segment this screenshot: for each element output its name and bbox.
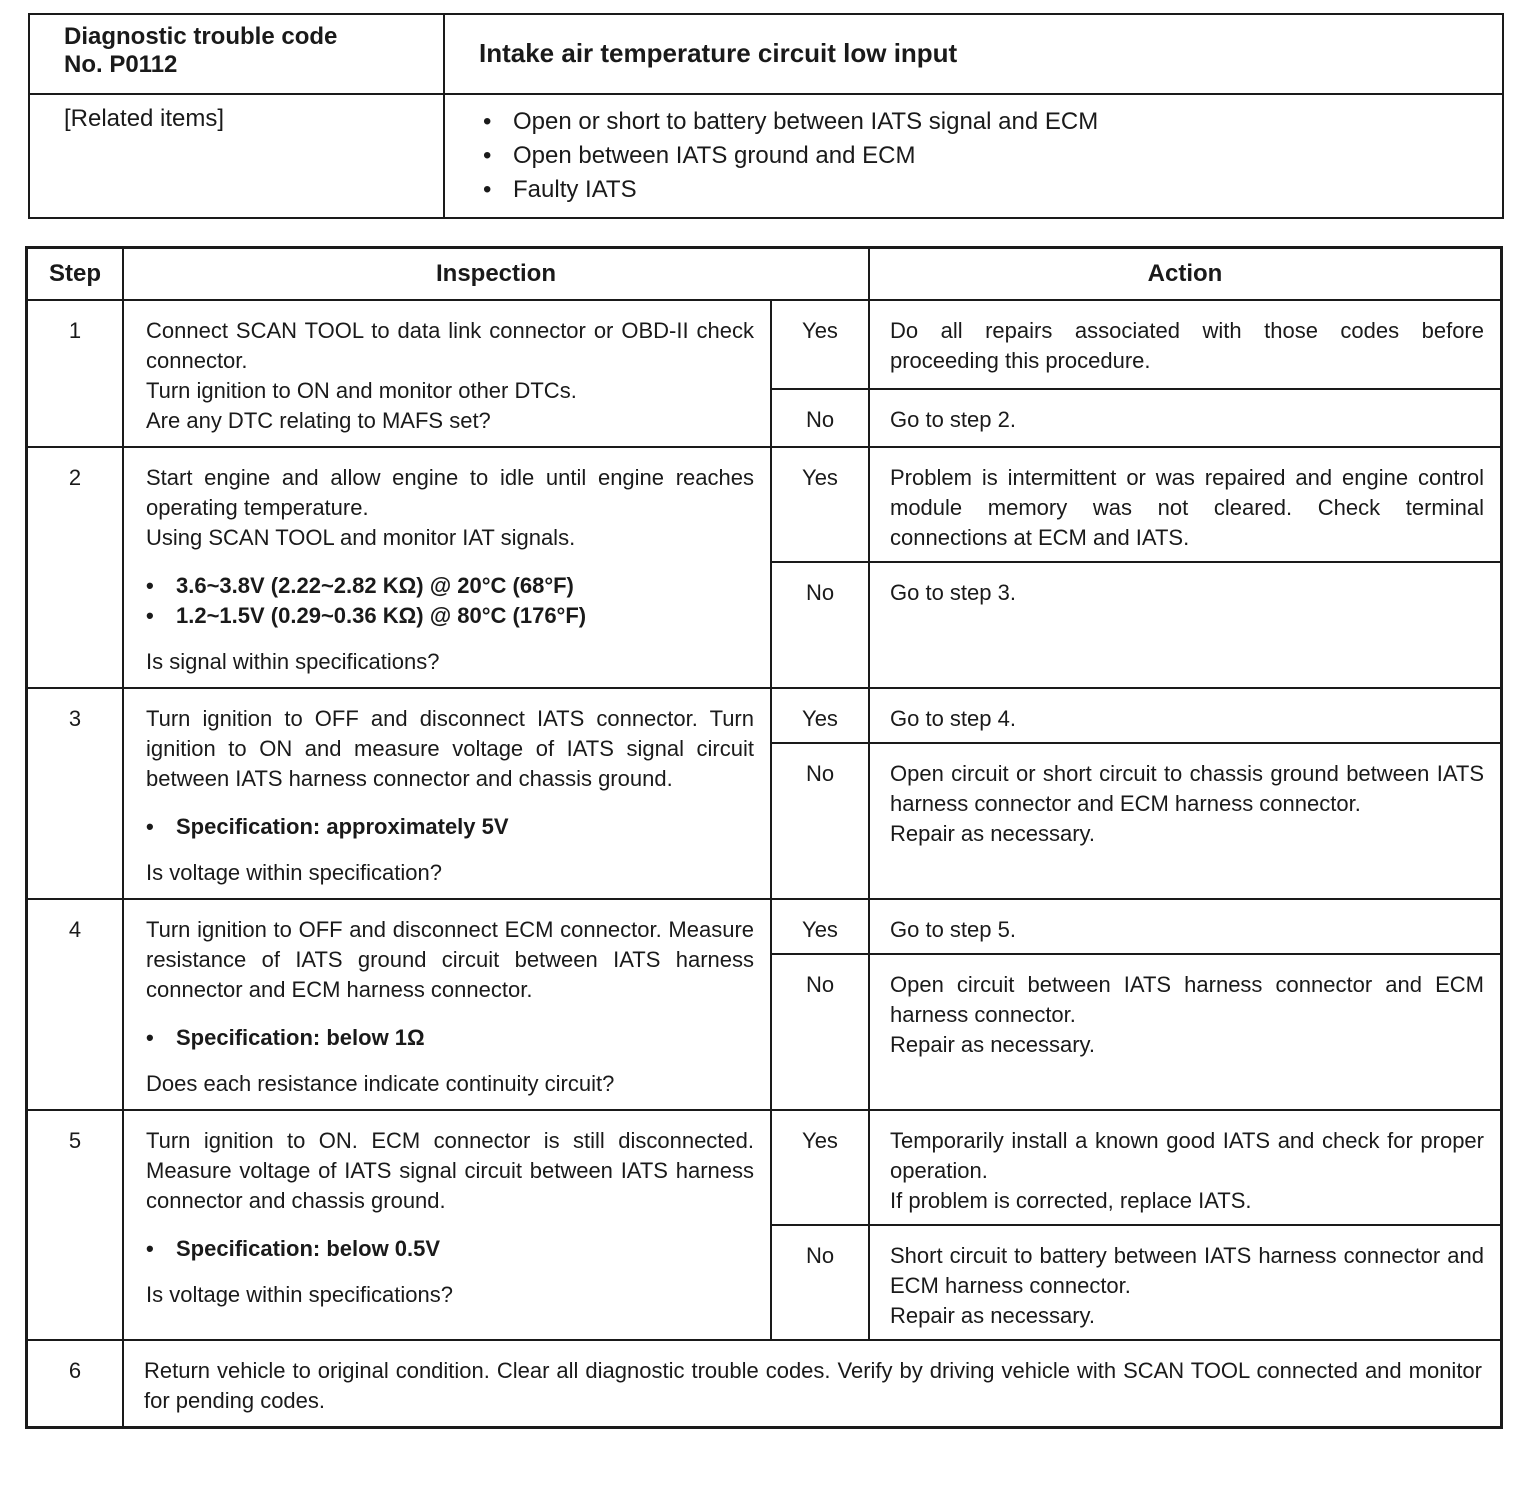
inspection-question: Does each resistance indicate continuity circuit? (146, 1071, 615, 1096)
yes-action: Do all repairs associated with those codes before proceeding this procedure. (869, 300, 1502, 389)
yes-label: Yes (771, 1110, 869, 1225)
table-row (27, 300, 1502, 389)
step-number: 5 (27, 1110, 124, 1340)
step-number: 1 (27, 300, 124, 447)
yes-action: Go to step 5. (869, 899, 1502, 954)
related-item: • Open between IATS ground and ECM (483, 139, 1468, 173)
yes-label: Yes (771, 300, 869, 389)
table-row (27, 447, 1502, 562)
spec-item: • 3.6~3.8V (2.22~2.82 KΩ) @ 20°C (68°F) (146, 571, 754, 601)
related-items-label: [Related items] (29, 94, 444, 218)
yes-action: Problem is intermittent or was repaired and engine control module memory was not cleared. Check terminal connections at ECM and IATS. (869, 447, 1502, 562)
inspection-cell (123, 447, 771, 688)
final-step-text: Return vehicle to original condition. Clear all diagnostic trouble codes. Verify by driving vehicle with SCAN TOOL connected and monitor for pending codes. (123, 1340, 1502, 1428)
inspection-text: Turn ignition to ON. ECM connector is still disconnected. Measure voltage of IATS signal circuit between IATS harness connector and chassis ground. (146, 1128, 754, 1213)
step-number: 3 (27, 688, 124, 899)
related-item: • Open or short to battery between IATS signal and ECM (483, 105, 1468, 139)
table-header-row (27, 248, 1502, 301)
inspection-question: Is voltage within specifications? (146, 1282, 453, 1307)
spec-item: • Specification: below 0.5V (146, 1234, 754, 1264)
no-label: No (771, 1225, 869, 1340)
step-number: 4 (27, 899, 124, 1110)
no-action: Open circuit between IATS harness connector and ECM harness connector. Repair as necessary. (869, 954, 1502, 1110)
table-row (27, 1110, 1502, 1225)
dtc-title: Intake air temperature circuit low input (444, 14, 1503, 94)
inspection-text: Connect SCAN TOOL to data link connector or OBD-II check connector. Turn ignition to ON and monitor other DTCs. Are any DTC relating to MAFS set? (146, 318, 754, 433)
step-number: 6 (27, 1340, 124, 1428)
inspection-cell (123, 899, 771, 1110)
col-header-step: Step (27, 248, 124, 301)
diagnostic-steps-table (25, 246, 1503, 1429)
no-label: No (771, 954, 869, 1110)
no-action: Go to step 2. (869, 389, 1502, 447)
spec-list (146, 571, 754, 631)
no-label: No (771, 743, 869, 899)
table-row (27, 688, 1502, 743)
inspection-question: Is voltage within specification? (146, 860, 442, 885)
table-row (27, 899, 1502, 954)
dtc-number-label: Diagnostic trouble code No. P0112 (29, 14, 444, 94)
yes-label: Yes (771, 688, 869, 743)
inspection-text: Start engine and allow engine to idle until engine reaches operating temperature. Using SCAN TOOL and monitor IAT signals. (146, 465, 754, 550)
yes-label: Yes (771, 899, 869, 954)
yes-label: Yes (771, 447, 869, 562)
spec-list (146, 812, 754, 842)
inspection-text: Turn ignition to OFF and disconnect ECM connector. Measure resistance of IATS ground circuit between IATS harness connector and ECM harness connector. (146, 917, 754, 1002)
related-items-list (479, 105, 1468, 207)
no-action: Open circuit or short circuit to chassis ground between IATS harness connector and ECM harness connector. Repair as necessary. (869, 743, 1502, 899)
spec-item: • Specification: below 1Ω (146, 1023, 754, 1053)
spec-item: • 1.2~1.5V (0.29~0.36 KΩ) @ 80°C (176°F) (146, 601, 754, 631)
col-header-action: Action (869, 248, 1502, 301)
related-items-cell (444, 94, 1503, 218)
related-item: • Faulty IATS (483, 173, 1468, 207)
inspection-cell (123, 688, 771, 899)
yes-action: Go to step 4. (869, 688, 1502, 743)
spec-list (146, 1234, 754, 1264)
yes-action: Temporarily install a known good IATS and check for proper operation. If problem is corrected, replace IATS. (869, 1110, 1502, 1225)
inspection-cell (123, 1110, 771, 1340)
spec-item: • Specification: approximately 5V (146, 812, 754, 842)
inspection-question: Is signal within specifications? (146, 649, 440, 674)
no-label: No (771, 562, 869, 688)
col-header-inspection: Inspection (123, 248, 869, 301)
inspection-text: Turn ignition to OFF and disconnect IATS connector. Turn ignition to ON and measure voltage of IATS signal circuit between IATS harness connector and chassis ground. (146, 706, 754, 791)
table-row (27, 1340, 1502, 1428)
inspection-cell (123, 300, 771, 447)
dtc-header-table (28, 13, 1504, 219)
step-number: 2 (27, 447, 124, 688)
no-label: No (771, 389, 869, 447)
spec-list (146, 1023, 754, 1053)
no-action: Go to step 3. (869, 562, 1502, 688)
no-action: Short circuit to battery between IATS harness connector and ECM harness connector. Repair as necessary. (869, 1225, 1502, 1340)
